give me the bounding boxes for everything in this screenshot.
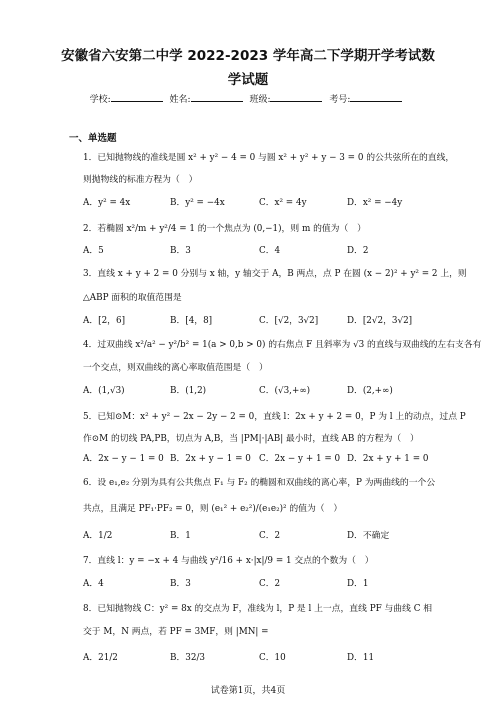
q1-option-a: A．y² = 4x xyxy=(83,198,131,208)
q7-option-c: C．2 xyxy=(259,579,281,589)
q1-option-c: C．x² = 4y xyxy=(259,198,307,208)
q5-line1: 5．已知⊙M：x² + y² − 2x − 2y − 2 = 0，直线 l：2x + y + 2 = 0，P 为 l 上的动点，过点 P xyxy=(83,412,466,422)
q6-option-c: C．2 xyxy=(259,531,281,541)
school-blank xyxy=(111,93,163,102)
q3-line1: 3．直线 x + y + 2 = 0 分别与 x 轴，y 轴交于 A，B 两点，点 P 在圆 (x − 2)² + y² = 2 上，则 xyxy=(83,269,467,279)
q5-option-a: A．2x − y − 1 = 0 xyxy=(83,454,164,464)
q8-option-a: A．21/2 xyxy=(83,653,118,663)
student-info-row xyxy=(0,92,496,105)
class-label: 班级: xyxy=(249,95,271,105)
q7-line1: 7．直线 l：y = −x + 4 与曲线 y²/16 + x·|x|/9 = 1 交点的个数为（ ） xyxy=(83,556,374,566)
exam-no-blank xyxy=(350,93,402,102)
q3-option-a: A．[2，6] xyxy=(83,316,126,326)
q6-option-a: A．1/2 xyxy=(83,531,113,541)
q2-option-b: B．3 xyxy=(170,246,191,256)
q2-option-d: D．2 xyxy=(347,246,369,256)
exam-no-label: 考号: xyxy=(329,95,351,105)
q2-line1: 2．若椭圆 x²/m + y²/4 = 1 的一个焦点为 (0,−1)，则 m 的值为（ ） xyxy=(83,224,366,234)
document-title-line2: 学试题 xyxy=(227,72,269,88)
q6-line2: 共点，且满足 PF₁·PF₂ = 0，则 (e₁² + e₂²)/(e₁e₂)² 的值为（ ） xyxy=(83,504,343,514)
name-blank xyxy=(191,93,243,102)
q4-option-d: D．(2,+∞) xyxy=(347,386,393,396)
q3-option-b: B．[4，8] xyxy=(170,316,213,326)
q1-option-b: B．y² = −4x xyxy=(170,198,225,208)
q3-option-d: D．[2√2，3√2] xyxy=(347,316,413,326)
q3-line2: △ABP 面积的取值范围是 xyxy=(83,293,182,303)
q5-line2: 作⊙M 的切线 PA,PB，切点为 A,B，当 |PM|·|AB| 最小时，直线 AB 的方程为（ ） xyxy=(83,434,419,444)
q8-option-c: C．10 xyxy=(259,653,286,663)
q1-option-d: D．x² = −4y xyxy=(347,198,403,208)
q8-line2: 交于 M，N 两点，若 PF = 3MF，则 |MN| = xyxy=(83,627,269,637)
q1-line2: 则抛物线的标准方程为（ ） xyxy=(83,175,198,185)
q5-option-b: B．2x + y − 1 = 0 xyxy=(170,454,251,464)
q7-option-a: A．4 xyxy=(83,579,104,589)
q8-option-b: B．32/3 xyxy=(170,653,206,663)
class-blank xyxy=(270,93,322,102)
q5-option-d: D．2x + y + 1 = 0 xyxy=(347,454,429,464)
q6-line1: 6．设 e₁,e₂ 分别为具有公共焦点 F₁ 与 F₂ 的椭圆和双曲线的离心率，P 为两曲线的一个公 xyxy=(83,478,436,488)
q6-option-d: D．不确定 xyxy=(347,531,390,541)
q5-option-c: C．2x − y + 1 = 0 xyxy=(259,454,341,464)
q4-option-b: B．(1,2) xyxy=(170,386,207,396)
q2-option-a: A．5 xyxy=(83,246,104,256)
q7-option-b: B．3 xyxy=(170,579,191,589)
name-label: 姓名: xyxy=(169,95,191,105)
q6-option-b: B．1 xyxy=(170,531,191,541)
q4-option-c: C．(√3,+∞) xyxy=(259,386,311,396)
document-title-line1: 安徽省六安第二中学 2022-2023 学年高二下学期开学考试数 xyxy=(61,48,435,64)
q3-option-c: C．[√2，3√2] xyxy=(259,316,319,326)
q4-option-a: A．(1,√3) xyxy=(83,386,125,396)
section-heading: 一、单选题 xyxy=(69,133,117,144)
q7-option-d: D．1 xyxy=(347,579,369,589)
q2-option-c: C．4 xyxy=(259,246,281,256)
q4-line2: 一个交点，则双曲线的离心率取值范围是（ ） xyxy=(83,363,268,373)
q4-line1: 4．过双曲线 x²/a² − y²/b² = 1(a > 0,b > 0) 的右焦点 F 且斜率为 √3 的直线与双曲线的左右支各有 xyxy=(83,340,482,350)
q8-option-d: D．11 xyxy=(347,653,375,663)
school-label: 学校: xyxy=(89,95,111,105)
q1-line1: 1．已知抛物线的准线是圆 x² + y² − 4 = 0 与圆 x² + y² + y − 3 = 0 的公共弦所在的直线， xyxy=(83,153,455,163)
page-footer: 试卷第1页，共4页 xyxy=(210,686,286,696)
q8-line1: 8．已知抛物线 C：y² = 8x 的交点为 F，准线为 l，P 是 l 上一点，直线 PF 与曲线 C 相 xyxy=(83,604,433,614)
